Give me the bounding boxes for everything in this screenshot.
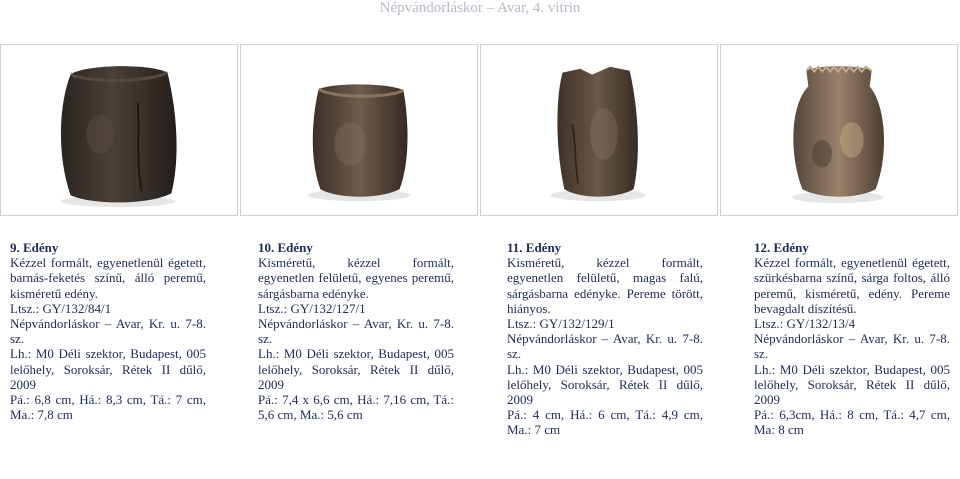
vessel-inventory-number: Ltsz.: GY/132/84/1 (10, 300, 112, 316)
vessel-caption-11 (507, 240, 703, 438)
vessel-caption-10 (258, 240, 454, 422)
vessel-title: 10. Edény (258, 240, 313, 255)
vessel-period: Népvándorláskor – Avar, Kr. u. 7-8. sz. (754, 331, 950, 362)
vessel-dimensions: Pá.: 6,3cm, Há.: 8 cm, Tá.: 4,7 cm, Ma: 8 cm (754, 407, 950, 438)
vessel-photo-11 (480, 44, 718, 216)
vessel-title: 11. Edény (507, 240, 562, 255)
vessel-image-10 (241, 45, 477, 215)
vessel-photo-12 (720, 44, 958, 216)
vessel-location: Lh.: M0 Déli szektor, Budapest, 005 lelőhely, Soroksár, Rétek II dűlő, 2009 (10, 346, 206, 392)
vessel-description: Kézzel formált, egyenetlenül égetett, barnás-feketés színű, álló peremű, kisméretű edény. (10, 255, 206, 301)
vessel-inventory-number: Ltsz.: GY/132/13/4 (754, 316, 856, 332)
vessel-dimensions: Pá.: 4 cm, Há.: 6 cm, Tá.: 4,9 cm, Ma.: 7 cm (507, 407, 703, 438)
vessel-inventory-number: Ltsz.: GY/132/127/1 (258, 300, 366, 316)
vessel-dimensions: Pá.: 7,4 x 6,6 cm, Há.: 7,16 cm, Tá.: 5,6 cm, Ma.: 5,6 cm (258, 392, 454, 423)
photo-strip (0, 44, 960, 217)
vessel-location: Lh.: M0 Déli szektor, Budapest, 005 lelőhely, Soroksár, Rétek II dűlő, 2009 (754, 361, 950, 408)
vessel-dimensions: Pá.: 6,8 cm, Há.: 8,3 cm, Tá.: 7 cm, Ma.: 7,8 cm (10, 392, 206, 423)
vessel-title: 9. Edény (10, 240, 59, 255)
vessel-location: Lh.: M0 Déli szektor, Budapest, 005 lelőhely, Soroksár, Rétek II dűlő, 2009 (507, 361, 703, 408)
vessel-description: Kisméretű, kézzel formált, egyenetlen felületű, magas falú, sárgásbarna edényke. Pereme törött, hiányos. (507, 255, 703, 316)
vessel-description: Kézzel formált, egyenetlenül égetett, szürkésbarna színű, sárga foltos, álló peremű, kisméretű, edény. Pereme bevagdalt díszítésű. (754, 255, 950, 316)
vessel-location: Lh.: M0 Déli szektor, Budapest, 005 lelőhely, Soroksár, Rétek II dűlő, 2009 (258, 346, 454, 392)
vessel-image-12 (721, 45, 957, 215)
vessel-caption-12 (754, 240, 950, 438)
vessel-image-9 (1, 45, 237, 215)
vessel-photo-9 (0, 44, 238, 216)
vessel-caption-9 (10, 240, 206, 422)
vessel-period: Népvándorláskor – Avar, Kr. u. 7-8. sz. (258, 316, 454, 347)
page-title: Népvándorláskor – Avar, 4. vitrin (379, 0, 581, 16)
vessel-inventory-number: Ltsz.: GY/132/129/1 (507, 316, 615, 332)
vessel-period: Népvándorláskor – Avar, Kr. u. 7-8. sz. (10, 316, 206, 347)
vessel-title: 12. Edény (754, 240, 809, 255)
vessel-image-11 (481, 45, 717, 215)
vessel-photo-10 (240, 44, 478, 216)
vessel-description: Kisméretű, kézzel formált, egyenetlen felületű, egyenes peremű, sárgásbarna edényke. (258, 255, 454, 301)
vessel-period: Népvándorláskor – Avar, Kr. u. 7-8. sz. (507, 331, 703, 362)
